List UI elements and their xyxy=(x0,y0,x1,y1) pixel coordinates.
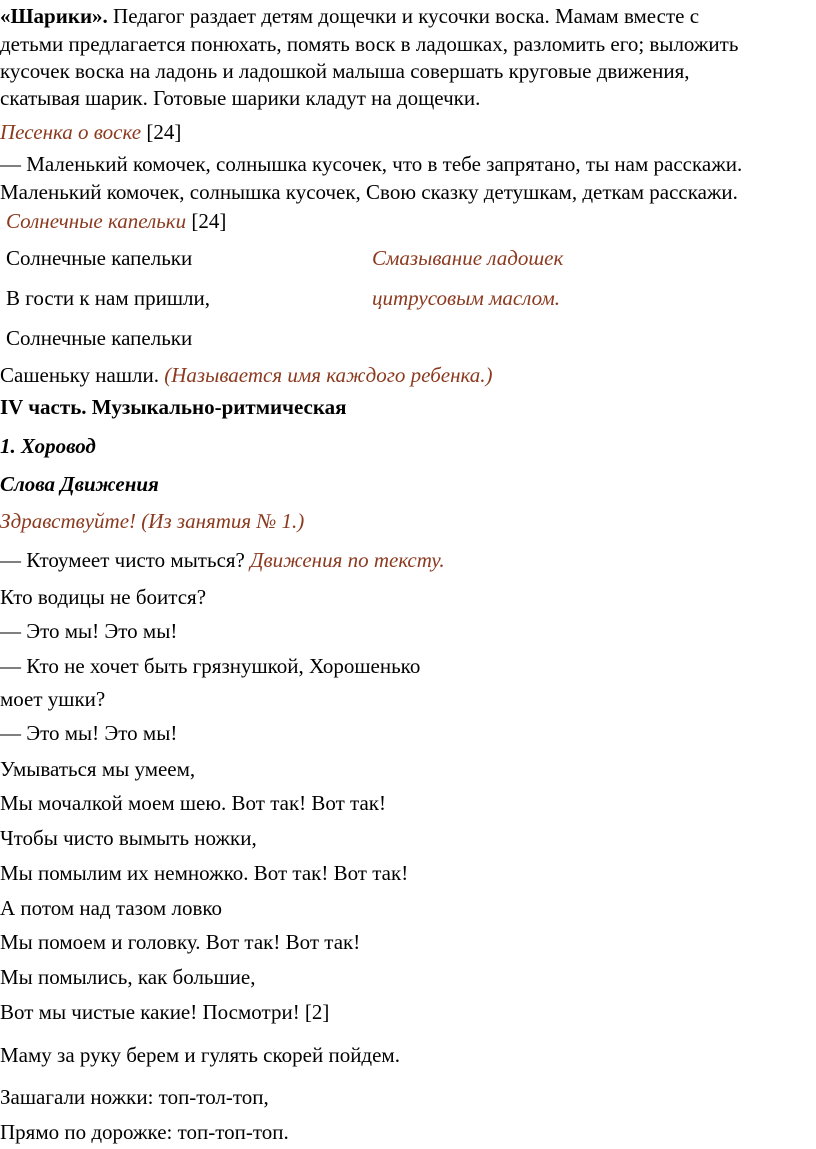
intro-text: Педагог раздает детям дощечки и кусочки воска. Мамам вместе с xyxy=(107,4,700,28)
sun-drops-left-2: В гости к нам пришли, xyxy=(6,286,211,310)
poem-line: Мы помоем и головку. Вот так! Вот так! xyxy=(0,930,361,954)
words-movements-heading: Слова Движения xyxy=(0,472,159,496)
poem-line: Умываться мы умеем, xyxy=(0,757,196,781)
poem-line: — Это мы! Это мы! xyxy=(0,619,178,643)
sun-drops-last-line xyxy=(0,363,493,387)
poem-line: Чтобы чисто вымыть ножки, xyxy=(0,826,257,850)
sun-drops-heading xyxy=(6,209,226,233)
poem-line: Маму за руку берем и гулять скорей пойдем. xyxy=(0,1043,400,1067)
poem-line: — Кто не хочет быть грязнушкой, Хорошенько xyxy=(0,654,421,678)
poem-line: Прямо по дорожке: топ-топ-топ. xyxy=(0,1120,289,1144)
sun-drops-title: Солнечные капельки xyxy=(6,209,187,233)
sun-drops-right-1: Смазывание ладошек xyxy=(372,246,564,270)
sun-drops-last-text: Сашеньку нашли. xyxy=(0,363,165,387)
song-wax-ref: [24] xyxy=(141,120,182,144)
poem-line: Мы помылись, как большие, xyxy=(0,965,256,989)
sun-drops-ref: [24] xyxy=(186,209,227,233)
poem-line: Кто водицы не боится? xyxy=(0,585,207,609)
poem-line: моет ушки? xyxy=(0,687,106,711)
poem-line: А потом над тазом ловко xyxy=(0,896,223,920)
poem-line: Зашагали ножки: топ-тол-топ, xyxy=(0,1085,269,1109)
sun-drops-right-2: цитрусовым маслом. xyxy=(372,286,560,310)
intro-line-1 xyxy=(0,4,699,28)
sun-drops-left-1: Солнечные капельки xyxy=(6,246,193,270)
poem-line: — Это мы! Это мы! xyxy=(0,721,178,745)
song-wax-line-1: — Маленький комочек, солнышка кусочек, что в тебе запрятано, ты нам расскажи. xyxy=(0,152,743,176)
poem-line: Мы мочалкой моем шею. Вот так! Вот так! xyxy=(0,791,386,815)
intro-line-2: детьми предлагается понюхать, помять воск в ладошках, разломить его; выложить xyxy=(0,32,739,56)
poem-first-note: Движения по тексту. xyxy=(250,548,445,572)
greeting-subtitle: Здравствуйте! (Из занятия № 1.) xyxy=(0,509,305,533)
sun-drops-last-note: (Называется имя каждого ребенка.) xyxy=(164,363,493,387)
sun-drops-left-3: Солнечные капельки xyxy=(6,326,193,350)
poem-line: Мы помылим их немножко. Вот так! Вот так! xyxy=(0,861,409,885)
song-wax-title: Песенка о воске xyxy=(0,120,142,144)
song-wax-heading xyxy=(0,120,181,144)
poem-line-first xyxy=(0,548,445,572)
intro-line-3: кусочек воска на ладонь и ладошкой малыша совершать круговые движения, xyxy=(0,59,690,83)
poem-line: Вот мы чистые какие! Посмотри! [2] xyxy=(0,1000,330,1024)
song-wax-line-2: Маленький комочек, солнышка кусочек, Свою сказку детушкам, деткам расскажи. xyxy=(0,180,738,204)
intro-line-4: скатывая шарик. Готовые шарики кладут на дощечки. xyxy=(0,86,481,110)
part4-heading: IV часть. Музыкально-ритмическая xyxy=(0,395,347,419)
poem-first-text: — Ктоумеет чисто мыться? xyxy=(0,548,251,572)
intro-lead: «Шарики». xyxy=(0,4,108,28)
khorovod-heading: 1. Хоровод xyxy=(0,434,96,458)
